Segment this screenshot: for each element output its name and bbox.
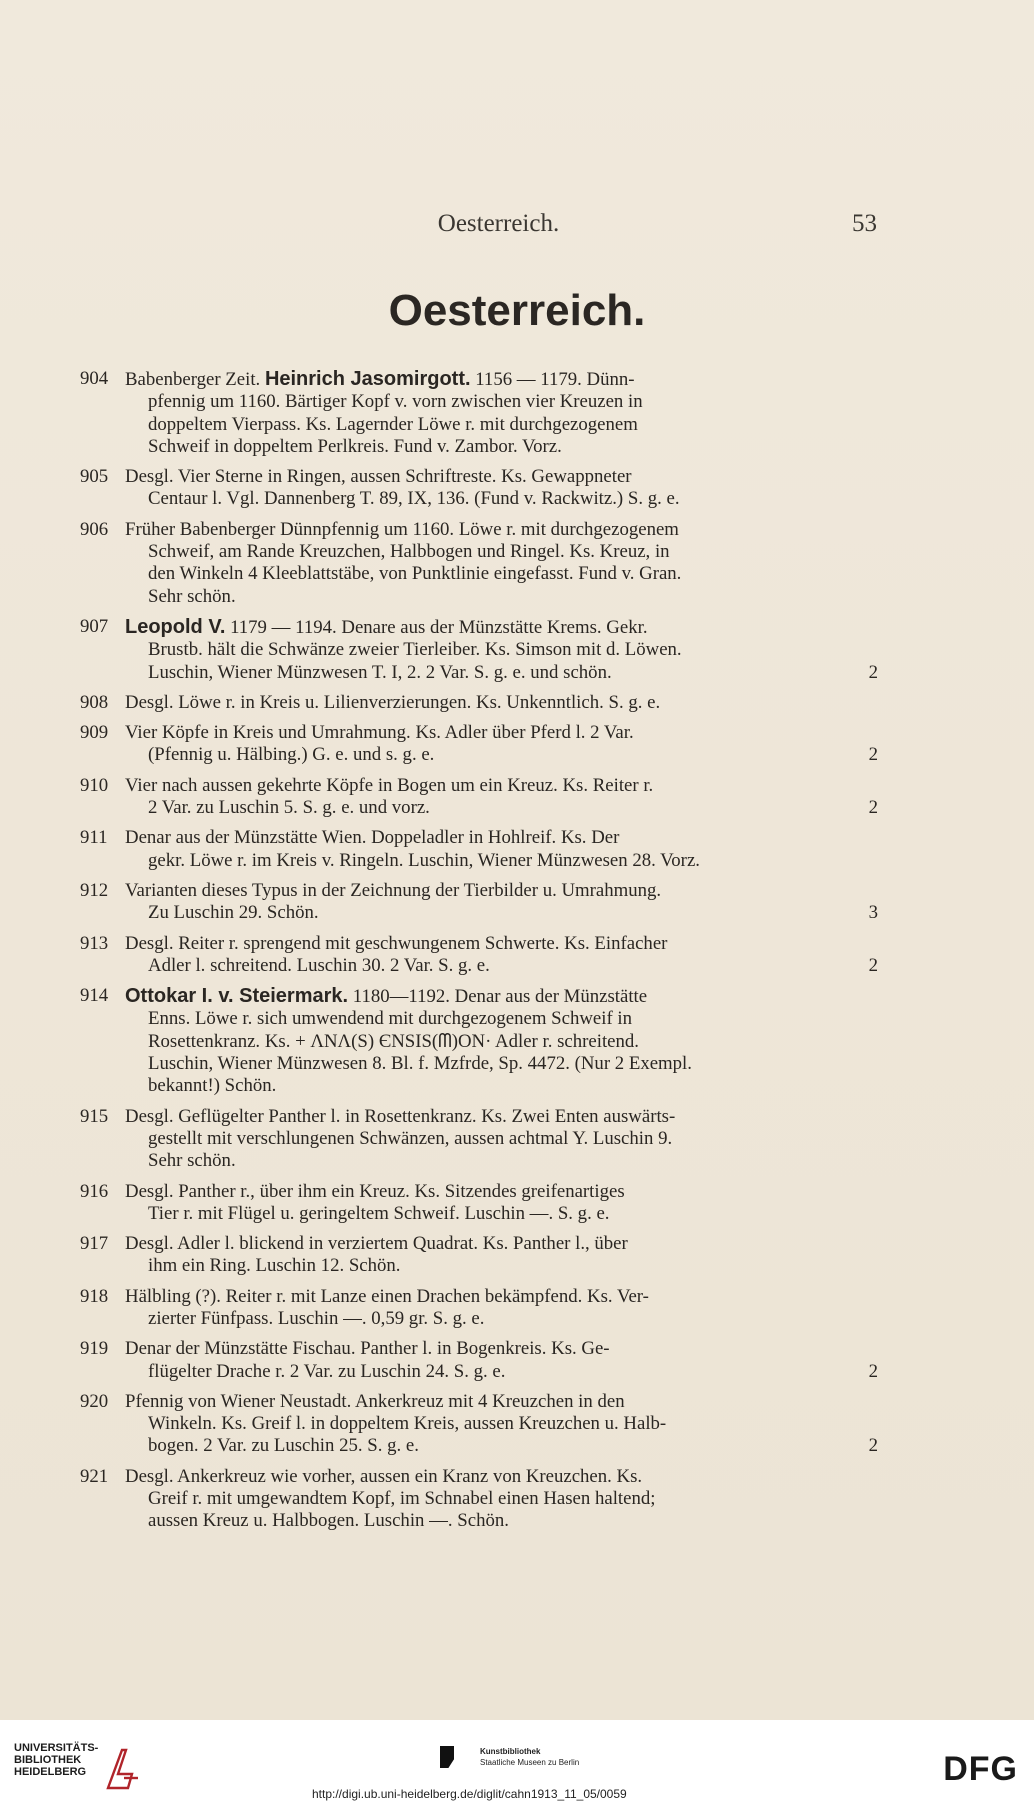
entry-description <box>125 692 878 714</box>
entry-description <box>125 1233 878 1278</box>
entry-list <box>78 368 878 1541</box>
heidelberg-emblem-icon <box>104 1744 144 1792</box>
entry-line: Zu Luschin 29. Schön. <box>148 902 319 924</box>
entry-description <box>125 1106 878 1173</box>
entry-description <box>125 933 878 978</box>
entry-description <box>125 1338 878 1383</box>
entry-number: 911 <box>80 827 108 849</box>
logo-line: HEIDELBERG <box>14 1766 87 1778</box>
logo-line: BIBLIOTHEK <box>14 1754 82 1766</box>
entry-line: ihm ein Ring. Luschin 12. Schön. <box>148 1255 401 1277</box>
entry-description <box>125 880 878 925</box>
logo-line: Staatliche Museen zu Berlin <box>480 1758 580 1767</box>
ruler-name: Ottokar I. v. Steiermark. <box>125 985 349 1008</box>
entry-line: pfennig um 1160. Bärtiger Kopf v. vorn zwischen vier Kreuzen in <box>148 391 643 413</box>
lot-count: 2 <box>868 1360 878 1382</box>
lot-count: 3 <box>868 902 878 924</box>
entry-last-line <box>148 662 878 684</box>
entry-line: bogen. 2 Var. zu Luschin 25. S. g. e. <box>148 1435 419 1457</box>
entry-line: Desgl. Adler l. blickend in verziertem Quadrat. Ks. Panther l., über <box>125 1233 628 1255</box>
kunstbibliothek-logo-icon <box>440 1746 454 1768</box>
entry-line: Schweif in doppeltem Perlkreis. Fund v. Zambor. Vorz. <box>148 435 562 457</box>
footer-bar <box>0 1720 1034 1803</box>
catalog-entry <box>78 985 878 1097</box>
catalog-entry <box>78 775 878 820</box>
entry-number: 909 <box>80 722 109 744</box>
entry-description <box>125 985 878 1097</box>
logo-line: Kunstbibliothek <box>480 1747 541 1756</box>
catalog-entry <box>78 1466 878 1533</box>
lot-count: 2 <box>868 744 878 766</box>
kunstbibliothek-logo <box>480 1746 579 1768</box>
entry-number: 921 <box>80 1465 109 1487</box>
entry-description <box>125 368 878 458</box>
catalog-entry <box>78 880 878 925</box>
lot-count: 2 <box>868 1435 878 1457</box>
entry-line: Babenberger Zeit. Heinrich Jasomirgott. 1156 — 1179. Dünn- <box>125 368 635 390</box>
entry-line: 2 Var. zu Luschin 5. S. g. e. und vorz. <box>148 797 430 819</box>
entry-line: Leopold V. 1179 — 1194. Denare aus der Münzstätte Krems. Gekr. <box>125 615 648 638</box>
catalog-entry <box>78 616 878 684</box>
entry-last-line <box>148 744 878 766</box>
entry-line: Luschin, Wiener Münzwesen 8. Bl. f. Mzfrde, Sp. 4472. (Nur 2 Exempl. <box>148 1053 692 1075</box>
catalog-entry <box>78 692 878 714</box>
catalog-entry <box>78 1106 878 1173</box>
entry-number: 906 <box>80 518 109 540</box>
entry-last-line <box>148 902 878 924</box>
dfg-logo: DFG <box>943 1750 1018 1788</box>
running-head <box>120 210 877 242</box>
entry-description <box>125 775 878 820</box>
entry-description <box>125 466 878 511</box>
entry-line: Früher Babenberger Dünnpfennig um 1160. Löwe r. mit durchgezogenem <box>125 518 679 540</box>
catalog-entry <box>78 1286 878 1331</box>
catalog-entry <box>78 827 878 872</box>
lot-count: 2 <box>868 797 878 819</box>
entry-line: Desgl. Löwe r. in Kreis u. Lilienverzierungen. Ks. Unkenntlich. S. g. e. <box>125 691 661 713</box>
catalog-entry <box>78 1233 878 1278</box>
entry-line: Enns. Löwe r. sich umwendend mit durchgezogenem Schweif in <box>148 1008 633 1030</box>
entry-line: gestellt mit verschlungenen Schwänzen, aussen achtmal Y. Luschin 9. <box>148 1127 673 1149</box>
entry-number: 914 <box>80 985 109 1007</box>
entry-number: 920 <box>80 1390 109 1412</box>
entry-line: Brustb. hält die Schwänze zweier Tierleiber. Ks. Simson mit d. Löwen. <box>148 639 682 661</box>
entry-line: Desgl. Vier Sterne in Ringen, aussen Schriftreste. Ks. Gewappneter <box>125 466 632 488</box>
entry-line: Denar aus der Münzstätte Wien. Doppeladler in Hohlreif. Ks. Der <box>125 827 620 849</box>
entry-line: Denar der Münzstätte Fischau. Panther l. in Bogenkreis. Ks. Ge- <box>125 1338 610 1360</box>
entry-line: flügelter Drache r. 2 Var. zu Luschin 24. S. g. e. <box>148 1360 506 1382</box>
entry-line: Winkeln. Ks. Greif l. in doppeltem Kreis, aussen Kreuzchen u. Halb- <box>148 1413 667 1435</box>
catalog-entry <box>78 1391 878 1458</box>
entry-last-line <box>148 797 878 819</box>
entry-line: aussen Kreuz u. Halbbogen. Luschin —. Schön. <box>148 1510 509 1532</box>
entry-line: Sehr schön. <box>148 1150 236 1172</box>
university-library-logo <box>14 1742 98 1778</box>
entry-number: 918 <box>80 1285 109 1307</box>
logo-line: UNIVERSITÄTS- <box>14 1742 99 1754</box>
entry-line: gekr. Löwe r. im Kreis v. Ringeln. Luschin, Wiener Münzwesen 28. Vorz. <box>148 849 700 871</box>
entry-number: 916 <box>80 1180 109 1202</box>
entry-line: (Pfennig u. Hälbing.) G. e. und s. g. e. <box>148 744 435 766</box>
entry-description <box>125 722 878 767</box>
entry-line: Vier Köpfe in Kreis und Umrahmung. Ks. Adler über Pferd l. 2 Var. <box>125 722 634 744</box>
entry-line: Ottokar I. v. Steiermark. 1180—1192. Denar aus der Münzstätte <box>125 985 648 1008</box>
entry-number: 907 <box>80 615 109 637</box>
entry-number: 905 <box>80 466 109 488</box>
entry-line: Adler l. schreitend. Luschin 30. 2 Var. S. g. e. <box>148 954 490 976</box>
catalog-entry <box>78 933 878 978</box>
entry-line: Tier r. mit Flügel u. geringeltem Schweif. Luschin —. S. g. e. <box>148 1202 610 1224</box>
entry-line: bekannt!) Schön. <box>148 1075 277 1097</box>
entry-line: Centaur l. Vgl. Dannenberg T. 89, IX, 136. (Fund v. Rackwitz.) S. g. e. <box>148 488 680 510</box>
catalog-entry <box>78 466 878 511</box>
entry-line: Desgl. Panther r., über ihm ein Kreuz. Ks. Sitzendes greifenartiges <box>125 1180 625 1202</box>
entry-last-line <box>148 1435 878 1457</box>
lot-count: 2 <box>868 661 878 683</box>
ruler-name: Leopold V. <box>125 615 226 638</box>
entry-line: Varianten dieses Typus in der Zeichnung der Tierbilder u. Umrahmung. <box>125 879 662 901</box>
entry-line: Hälbling (?). Reiter r. mit Lanze einen Drachen bekämpfend. Ks. Ver- <box>125 1285 649 1307</box>
entry-line: Rosettenkranz. Ks. + ΛNΛ(S) ЄNSIS(ᗰ)ON· Adler r. schreitend. <box>148 1030 639 1052</box>
entry-description <box>125 519 878 608</box>
entry-line: zierter Fünfpass. Luschin —. 0,59 gr. S. g. e. <box>148 1307 485 1329</box>
entry-number: 912 <box>80 879 109 901</box>
entry-line: Luschin, Wiener Münzwesen T. I, 2. 2 Var. S. g. e. und schön. <box>148 661 612 683</box>
catalog-entry <box>78 519 878 608</box>
entry-number: 908 <box>80 691 109 713</box>
lot-count: 2 <box>868 954 878 976</box>
entry-number: 913 <box>80 932 109 954</box>
entry-description <box>125 827 878 872</box>
entry-line: Greif r. mit umgewandtem Kopf, im Schnabel einen Hasen haltend; <box>148 1488 656 1510</box>
permalink-url[interactable]: http://digi.ub.uni-heidelberg.de/diglit/cahn1913_11_05/0059 <box>312 1787 627 1801</box>
page-title: Oesterreich. <box>388 286 646 335</box>
entry-line: Sehr schön. <box>148 585 236 607</box>
entry-number: 917 <box>80 1233 109 1255</box>
entry-number: 904 <box>80 368 109 389</box>
running-head-title: Oesterreich. <box>437 210 560 237</box>
entry-number: 915 <box>80 1105 109 1127</box>
catalog-entry <box>78 368 878 458</box>
entry-number: 919 <box>80 1338 109 1360</box>
entry-line: Pfennig von Wiener Neustadt. Ankerkreuz mit 4 Kreuzchen in den <box>125 1390 625 1412</box>
entry-description <box>125 1181 878 1226</box>
entry-line: Vier nach aussen gekehrte Köpfe in Bogen um ein Kreuz. Ks. Reiter r. <box>125 774 654 796</box>
entry-last-line <box>148 955 878 977</box>
entry-line: Schweif, am Rande Kreuzchen, Halbbogen und Ringel. Ks. Kreuz, in <box>148 541 670 563</box>
entry-description <box>125 616 878 684</box>
catalog-entry <box>78 722 878 767</box>
entry-number: 910 <box>80 774 109 796</box>
catalog-entry <box>78 1181 878 1226</box>
page-number: 53 <box>852 210 877 237</box>
catalog-entry <box>78 1338 878 1383</box>
ruler-name: Heinrich Jasomirgott. <box>264 368 471 390</box>
entry-line: Desgl. Ankerkreuz wie vorher, aussen ein Kranz von Kreuzchen. Ks. <box>125 1465 643 1487</box>
entry-line: Desgl. Geflügelter Panther l. in Rosettenkranz. Ks. Zwei Enten auswärts- <box>125 1105 676 1127</box>
entry-description <box>125 1466 878 1533</box>
entry-description <box>125 1391 878 1458</box>
entry-line: Desgl. Reiter r. sprengend mit geschwungenem Schwerte. Ks. Einfacher <box>125 932 668 954</box>
entry-last-line <box>148 1361 878 1383</box>
entry-line: den Winkeln 4 Kleeblattstäbe, von Punktlinie eingefasst. Fund v. Gran. <box>148 563 682 585</box>
entry-line: doppeltem Vierpass. Ks. Lagernder Löwe r. mit durchgezogenem <box>148 413 638 435</box>
entry-description <box>125 1286 878 1331</box>
